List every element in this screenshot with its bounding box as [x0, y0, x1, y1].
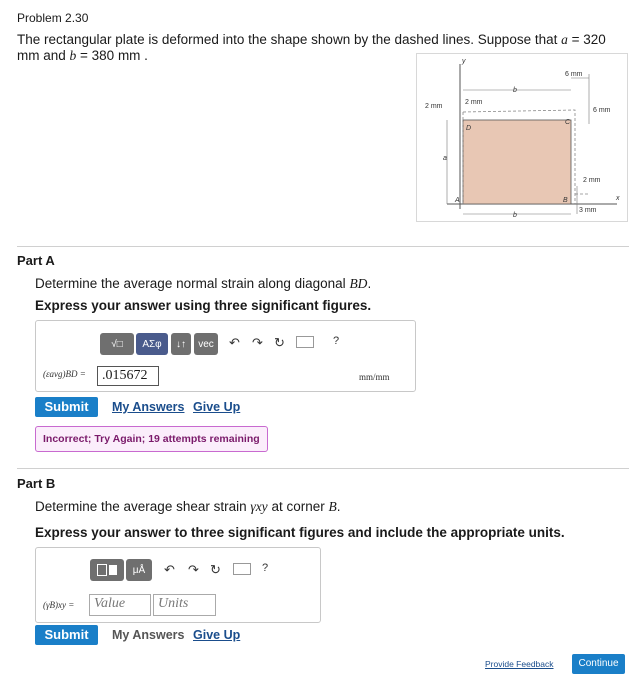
part-a-heading: Part A: [17, 253, 55, 268]
keyboard-icon[interactable]: [296, 336, 314, 348]
part-b-submit-button[interactable]: Submit: [35, 625, 98, 645]
units-button[interactable]: μÅ: [126, 559, 152, 581]
fig-label: D: [466, 125, 472, 132]
units-label: mm/mm: [359, 372, 390, 382]
provide-feedback-link[interactable]: Provide Feedback: [485, 659, 554, 669]
value-input[interactable]: Value: [89, 594, 151, 616]
fig-label: b: [513, 87, 517, 94]
keyboard-icon[interactable]: [233, 563, 251, 575]
undo-icon[interactable]: ↶: [229, 335, 240, 350]
continue-button[interactable]: Continue: [572, 654, 625, 674]
give-up-link[interactable]: Give Up: [193, 628, 241, 642]
part-a-question: Determine the average normal strain along diagonal BD.: [35, 276, 372, 291]
fig-label: a: [443, 155, 447, 162]
reset-icon[interactable]: ↻: [274, 335, 285, 350]
give-up-link[interactable]: Give Up: [193, 400, 241, 414]
fig-label: 2 mm: [465, 99, 483, 106]
part-a-instruction: Express your answer using three significant figures.: [35, 298, 372, 313]
fig-label: 6 mm: [593, 107, 611, 114]
part-a-answer-box: [35, 320, 416, 392]
fig-label: B: [563, 197, 568, 204]
fig-label: x: [616, 195, 620, 202]
units-input[interactable]: Units: [153, 594, 216, 616]
template-icon: [97, 564, 107, 576]
part-b-question: Determine the average shear strain γxy at corner B.: [35, 499, 341, 514]
answer-label: (εavg)BD =: [43, 369, 86, 379]
answer-label: (γB)xy =: [43, 600, 75, 610]
part-b-instruction: Express your answer to three significant figures and include the appropriate units.: [35, 525, 565, 540]
help-button[interactable]: ?: [333, 335, 340, 347]
fig-label: y: [462, 58, 466, 65]
reset-icon[interactable]: ↻: [210, 562, 221, 577]
deformed-plate-figure: [416, 53, 628, 222]
divider: [17, 246, 629, 247]
templates-button[interactable]: [90, 559, 124, 581]
templates-button[interactable]: √□: [100, 333, 134, 355]
redo-icon[interactable]: ↷: [252, 335, 263, 350]
redo-icon[interactable]: ↷: [188, 562, 199, 577]
arrows-button[interactable]: ↓↑: [171, 333, 191, 355]
answer-input[interactable]: .015672: [97, 366, 159, 386]
fig-label: A: [455, 197, 460, 204]
part-a-submit-button[interactable]: Submit: [35, 397, 98, 417]
part-b-heading: Part B: [17, 476, 56, 491]
fig-label: C: [565, 119, 571, 126]
fig-label: 3 mm: [579, 207, 597, 214]
vec-button[interactable]: vec: [194, 333, 218, 355]
fig-label: 2 mm: [425, 103, 443, 110]
fig-label: 6 mm: [565, 71, 583, 78]
fig-label: 2 mm: [583, 177, 601, 184]
help-button[interactable]: ?: [262, 562, 269, 574]
divider: [17, 468, 629, 469]
fig-label: b: [513, 212, 517, 219]
my-answers-text: My Answers: [112, 628, 185, 642]
problem-title: Problem 2.30: [17, 11, 89, 25]
greek-button[interactable]: ΑΣφ: [136, 333, 168, 355]
feedback-badge: Incorrect; Try Again; 19 attempts remaining: [35, 426, 268, 452]
problem-statement: The rectangular plate is deformed into the shape shown by the dashed lines. Suppose that a = 320 mm and b = 380 mm .: [17, 32, 606, 63]
template-icon: [109, 565, 117, 575]
my-answers-link[interactable]: My Answers: [112, 400, 185, 414]
part-b-answer-box: [35, 547, 321, 623]
undo-icon[interactable]: ↶: [164, 562, 175, 577]
